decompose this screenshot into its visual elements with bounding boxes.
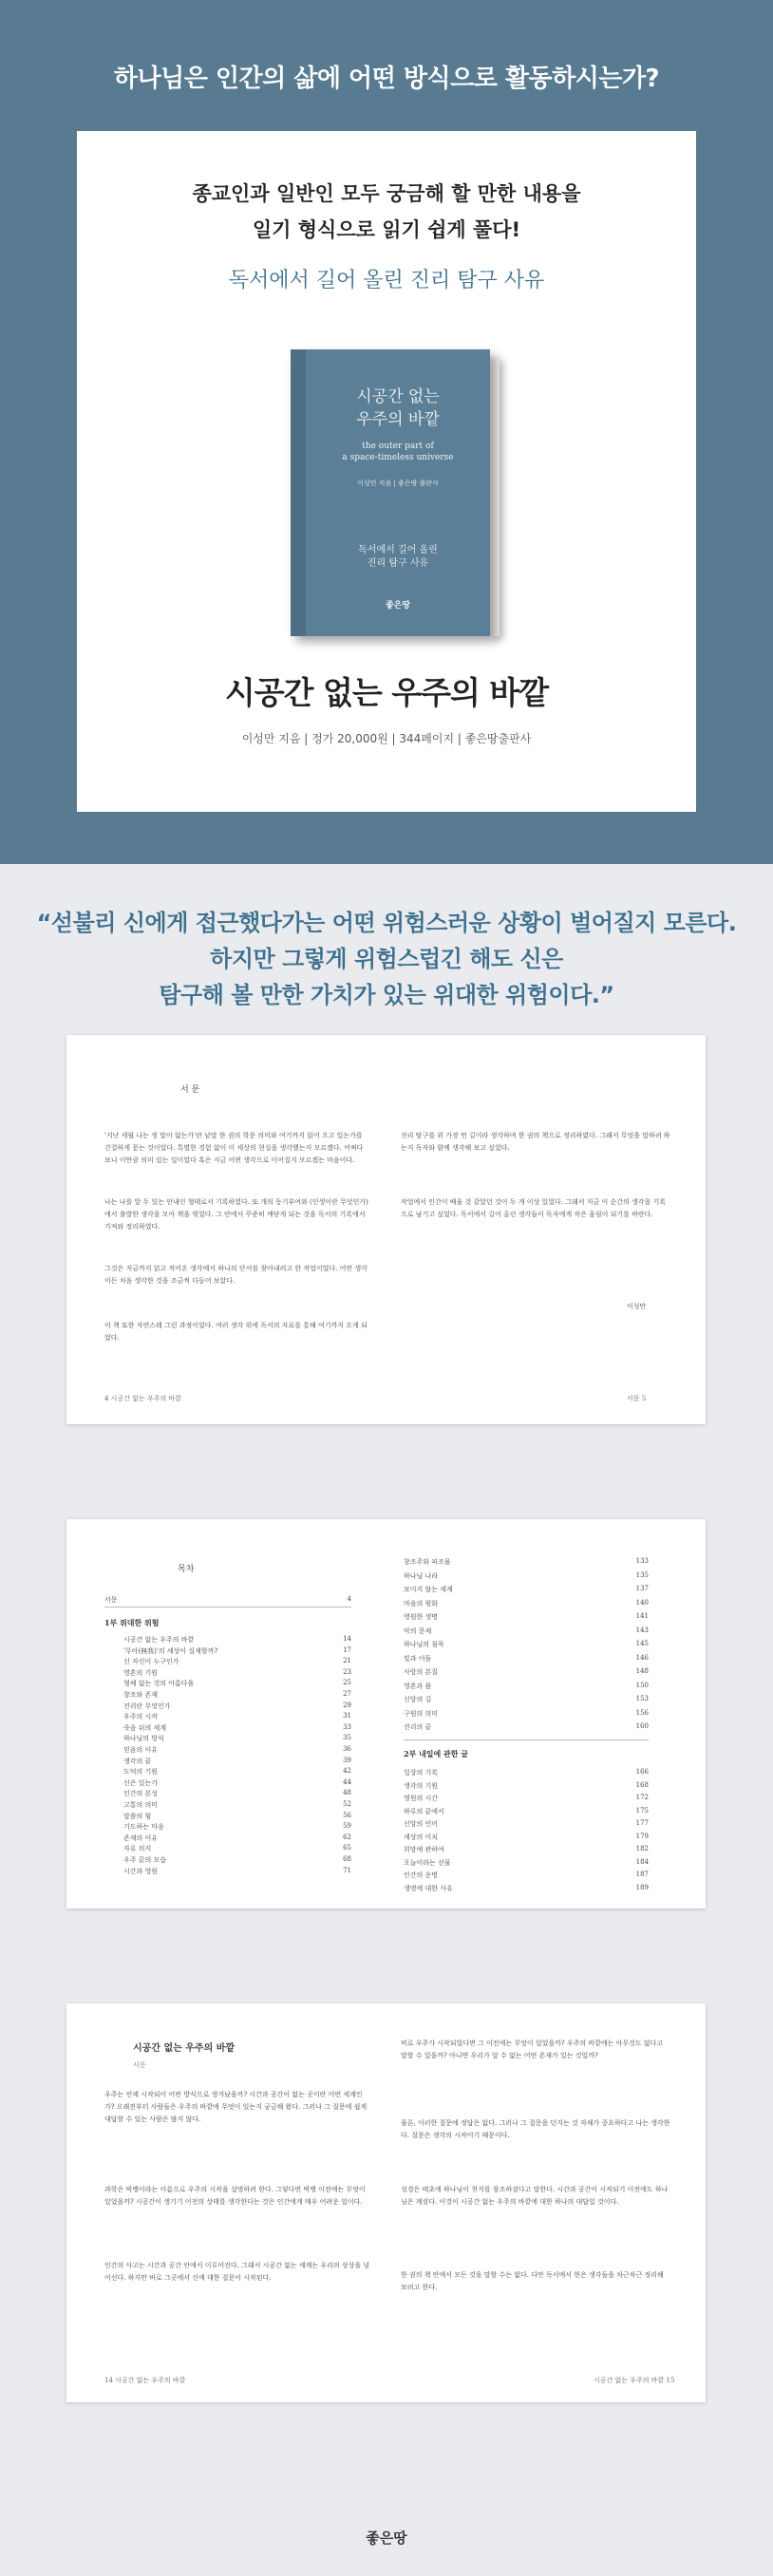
lead-line-2: 일기 형식으로 읽기 쉽게 풀다! <box>252 218 521 241</box>
toc-item-page: 189 <box>635 1883 649 1891</box>
toc-item-page: 44 <box>343 1777 351 1786</box>
toc-item: 말씀의 힘 <box>123 1812 152 1820</box>
preface-paragraph: 이 책 또한 자연스레 그런 과정이었다. 여러 생각 위에 독서의 자료를 통해 여기까지 오게 되었다. <box>104 1322 368 1342</box>
toc-item-page: 172 <box>635 1794 649 1801</box>
toc-item-page: 175 <box>635 1806 649 1814</box>
chapter-paragraph: 과학은 빅뱅이라는 이름으로 우주의 시작을 설명하려 한다. 그렇다면 빅뱅 이전에는 무엇이 있었을까? 시공간이 생기기 이전의 상태를 생각한다는 것은 인간에게 매우 어려운 일이다. <box>104 2186 366 2206</box>
toc-item-page: 133 <box>635 1557 649 1565</box>
toc-item: 형체 없는 것의 아름다움 <box>123 1680 195 1688</box>
toc-spread <box>66 1519 706 1908</box>
toc-item: 진리란 무엇인가 <box>123 1702 171 1710</box>
toc-item-page: 62 <box>343 1833 351 1841</box>
toc-item-page: 179 <box>635 1832 649 1840</box>
toc-item: 구원의 의미 <box>404 1709 439 1718</box>
toc-item: 마음의 평화 <box>404 1599 439 1608</box>
book-meta: 이성만 지음 | 정가 20,000원 | 344페이지 | 좋은땅출판사 <box>241 732 532 745</box>
toc-item: 생각의 끝 <box>123 1757 152 1765</box>
toc-item: 죽음 뒤의 세계 <box>123 1723 167 1732</box>
toc-item: 희망에 관하여 <box>404 1846 444 1853</box>
quote-line-3: 탐구해 볼 만한 가치가 있는 위대한 위험이다.” <box>159 982 614 1008</box>
toc-divider <box>104 1607 351 1608</box>
toc-item: 영원의 시간 <box>404 1795 439 1802</box>
toc-item-page: 153 <box>635 1695 649 1702</box>
toc-item-page: 39 <box>343 1756 351 1764</box>
quote-line-2: 하지만 그렇게 위험스럽긴 해도 신은 <box>210 946 563 972</box>
chapter-paragraph: 한 권의 책 안에서 모든 것을 말할 수는 없다. 다만 독서에서 얻은 생각들을 차근차근 정리해 보려고 한다. <box>401 2271 664 2291</box>
toc-item: 사랑의 본질 <box>404 1668 439 1676</box>
chapter-paragraph: 비로 우주가 시작되었다면 그 이전에는 무엇이 있었을까? 우주의 바깥에는 아무것도 없다고 말할 수 있을까? 아니면 우리가 알 수 없는 어떤 존재가 있는 것일까? <box>401 2040 664 2059</box>
toc-item: '무아(無我)'의 세상이 실재할까? <box>123 1646 218 1655</box>
toc-item: 시간과 영원 <box>123 1867 159 1875</box>
toc-item: 우주의 시작 <box>123 1713 159 1721</box>
toc-item-page: 52 <box>343 1800 351 1808</box>
toc-item-page: 56 <box>343 1811 351 1819</box>
chapter-spread <box>66 2003 706 2402</box>
preface-signature: 이성만 <box>627 1303 647 1310</box>
toc-item: 하루의 끝에서 <box>404 1807 444 1815</box>
toc-divider <box>404 1739 649 1740</box>
hero-band <box>0 0 773 864</box>
toc-item: 하나님 나라 <box>404 1571 439 1580</box>
toc-item-page: 14 <box>343 1635 351 1643</box>
hero-subline: 독서에서 길어 올린 진리 탐구 사유 <box>228 269 545 292</box>
toc-item-page: 31 <box>343 1712 351 1720</box>
book-cover-english: the outer part of a space-timeless universe <box>342 442 454 462</box>
toc-item-page: 35 <box>343 1734 351 1742</box>
toc-item-page: 17 <box>343 1645 351 1654</box>
chapter-heading: 시공간 없는 우주의 바깥 <box>133 2043 236 2054</box>
preface-paragraph: 진리 탐구를 위 가장 먼 길이라 생각하며 한 권의 책으로 정리하였다. 그래서 무엇을 말하려 하는지 독자와 함께 생각해 보고 싶었다. <box>401 1132 670 1152</box>
toc-item-page: 137 <box>635 1585 649 1592</box>
toc-item: 일상의 기록 <box>404 1769 439 1777</box>
toc-item-page: 184 <box>635 1857 649 1866</box>
toc-item-page: 168 <box>635 1780 649 1789</box>
toc-item-page: 29 <box>343 1701 351 1709</box>
toc-item: 존재의 이유 <box>123 1833 159 1842</box>
page-footer-left: 4 시공간 없는 우주의 바깥 <box>104 1395 181 1402</box>
toc-item: 하나님의 침묵 <box>404 1641 444 1648</box>
toc-item-page: 23 <box>343 1667 351 1676</box>
toc-item: 창조주와 피조물 <box>404 1558 451 1566</box>
toc-item: 진리의 끝 <box>404 1723 432 1731</box>
book-publisher-logo: 좋은땅 <box>385 601 411 611</box>
toc-item: 보이지 않는 세계 <box>404 1586 453 1593</box>
book-cover <box>291 349 490 636</box>
toc-item-page: 148 <box>635 1667 649 1675</box>
preface-spread <box>66 1035 706 1424</box>
toc-item-page: 143 <box>635 1626 649 1634</box>
toc-item: 세상의 이치 <box>404 1833 439 1841</box>
toc-item-page: 187 <box>635 1871 649 1878</box>
toc-item-page: 36 <box>343 1745 351 1753</box>
preface-paragraph: 작업에서 인간이 배울 것 같았던 것이 두 개 이상 있었다. 그래서 지금 이 순간의 생각을 기록으로 남기고 싶었다. 독서에서 길어 올린 생각들이 독자에게 작은 울림이 되기를 바란다. <box>401 1198 667 1218</box>
toc-item: 인간의 본성 <box>123 1790 159 1798</box>
toc-preface-page: 4 <box>347 1595 351 1603</box>
quote-line-1: “섣불리 신에게 접근했다가는 어떤 위험스러운 상황이 벌어질지 모른다. <box>36 910 737 936</box>
toc-item-page: 141 <box>635 1612 649 1620</box>
toc-item-page: 48 <box>343 1789 351 1797</box>
toc-section-1: 1부 위대한 위험 <box>104 1618 160 1627</box>
toc-item: 신앙의 언어 <box>404 1820 439 1828</box>
preface-paragraph: 나는 나를 앞 두 있는 안내인 형태로서 기록하였다. 또 개의 동기부여와 (인생이란 무엇인가)에서 출발한 생각을 모아 책을 엮었다. 그 안에서 꾸준히 깨닫게 되는 것을 독서의 기록에서 가져와 정리하였다. <box>104 1198 368 1231</box>
chapter-subhead: 서문 <box>133 2061 146 2069</box>
toc-section-2: 2부 내일에 관한 글 <box>404 1749 469 1758</box>
toc-item-page: 150 <box>635 1681 649 1689</box>
book-cover-author: 이성민 지음 | 좋은땅 출판사 <box>357 479 439 487</box>
toc-item-page: 65 <box>343 1844 351 1852</box>
toc-item-page: 68 <box>343 1855 351 1863</box>
toc-preface: 서문 <box>104 1596 118 1604</box>
chapter-paragraph: 우주는 언제 시작되어 어떤 방식으로 생겨났을까? 시간과 공간이 없는 곳이란 어떤 세계인가? 오래전부터 사람들은 우주의 바깥에 무엇이 있는지 궁금해 왔다. 그러나 그 질문에 쉽게 대답할 수 있는 사람은 많지 않다. <box>104 2091 368 2123</box>
toc-item: 자유 의지 <box>123 1845 152 1853</box>
chapter-paragraph: 성경은 태초에 하나님이 천지를 창조하셨다고 말한다. 시간과 공간이 시작되기 이전에도 하나님은 계셨다. 이것이 시공간 없는 우주의 바깥에 대한 하나의 대답일 것이다. <box>401 2186 669 2206</box>
book-pages-edge <box>490 357 500 636</box>
toc-item: 고통의 의미 <box>123 1801 159 1809</box>
book-spine <box>291 349 306 636</box>
toc-item-page: 145 <box>635 1640 649 1647</box>
toc-item: 우주 끝의 모습 <box>123 1856 167 1864</box>
toc-item-page: 166 <box>635 1768 649 1776</box>
book-cover-title: 시공간 없는 우주의 바깥 <box>356 387 440 429</box>
hero-card <box>77 131 696 812</box>
toc-item-page: 27 <box>343 1690 351 1698</box>
toc-item: 오늘이라는 선물 <box>404 1858 451 1867</box>
toc-item-page: 160 <box>635 1722 649 1730</box>
toc-item-page: 135 <box>635 1570 649 1579</box>
toc-item: 신 자신이 누구인가 <box>123 1658 179 1666</box>
book-cover-subtitle: 독서에서 길어 올린 진리 탐구 사유 <box>358 545 438 569</box>
toc-item: 인간의 운명 <box>404 1871 439 1879</box>
toc-item: 신은 있는가 <box>123 1778 159 1787</box>
toc-item-page: 146 <box>635 1653 649 1662</box>
toc-item: 영혼의 기원 <box>123 1668 159 1677</box>
toc-item: 영원한 생명 <box>404 1613 439 1621</box>
toc-heading: 목차 <box>178 1565 195 1574</box>
toc-item: 신앙의 길 <box>404 1696 432 1703</box>
toc-item-page: 71 <box>343 1866 351 1874</box>
toc-item-page: 140 <box>635 1598 649 1607</box>
publisher-logo: 좋은땅 <box>366 2529 407 2547</box>
toc-item-page: 42 <box>343 1767 351 1776</box>
toc-item: 생각의 기원 <box>404 1781 439 1790</box>
toc-item-page: 182 <box>635 1845 649 1852</box>
page-footer-right: 서문 5 <box>627 1395 647 1402</box>
toc-item: 믿음의 이유 <box>123 1746 159 1754</box>
preface-heading: 서 문 <box>180 1085 200 1095</box>
toc-item-page: 59 <box>343 1822 351 1831</box>
toc-item: 기도하는 마음 <box>123 1823 164 1832</box>
toc-item-page: 33 <box>343 1722 351 1731</box>
page-footer-right: 시공간 없는 우주의 바깥 15 <box>594 2377 675 2384</box>
toc-item: 시공간 없는 우주의 바깥 <box>123 1636 195 1644</box>
chapter-paragraph: 물론, 이러한 질문에 정답은 없다. 그러나 그 질문을 던지는 것 자체가 중요하다고 나는 생각한다. 질문은 생각의 시작이기 때문이다. <box>401 2119 670 2139</box>
preface-paragraph: '지난 세월 나는 정 말이 없는가'란 낱말 한 권의 학문 의미와 여기까지 읽어 오고 있는가를 간결하게 묻는 것이었다. 특별한 경험 없이 이 세상의 현실을 생각했는지 모르겠다. 어쩌다 보니 이만큼 의미 있는 일이었다 혹은 지금 어떤 생각으로 이어질지 모르겠는 마음이다. <box>104 1132 364 1164</box>
chapter-paragraph: 인간의 사고는 시간과 공간 안에서 이루어진다. 그래서 시공간 없는 세계는 우리의 상상을 넘어선다. 하지만 바로 그곳에서 신에 대한 질문이 시작된다. <box>104 2262 370 2282</box>
toc-item-page: 156 <box>635 1708 649 1717</box>
page-footer-left: 14 시공간 없는 우주의 바깥 <box>104 2377 186 2384</box>
toc-item-page: 25 <box>343 1679 351 1687</box>
preface-paragraph: 그것은 지금까지 읽고 적어온 생각에서 하나의 단서를 찾아내려고 한 작업이었다. 어떤 생각이든 처음 생각한 것을 조금씩 다듬어 보았다. <box>104 1265 368 1285</box>
toc-item: 도덕의 기원 <box>123 1768 159 1777</box>
lead-line-1: 종교인과 일반인 모두 궁금해 할 만한 내용을 <box>192 182 581 205</box>
book-title: 시공간 없는 우주의 바깥 <box>224 674 549 711</box>
toc-item: 생명에 대한 사유 <box>404 1884 453 1892</box>
toc-item: 영혼과 몸 <box>404 1682 432 1690</box>
toc-item-page: 177 <box>635 1819 649 1827</box>
toc-item: 창조와 존재 <box>123 1691 159 1699</box>
hero-headline: 하나님은 인간의 삶에 어떤 방식으로 활동하시는가? <box>113 65 660 93</box>
toc-item: 악의 문제 <box>404 1626 432 1635</box>
toc-item-page: 21 <box>343 1657 351 1665</box>
toc-item: 빛과 어둠 <box>404 1654 432 1663</box>
toc-item: 하나님의 방식 <box>123 1735 164 1743</box>
